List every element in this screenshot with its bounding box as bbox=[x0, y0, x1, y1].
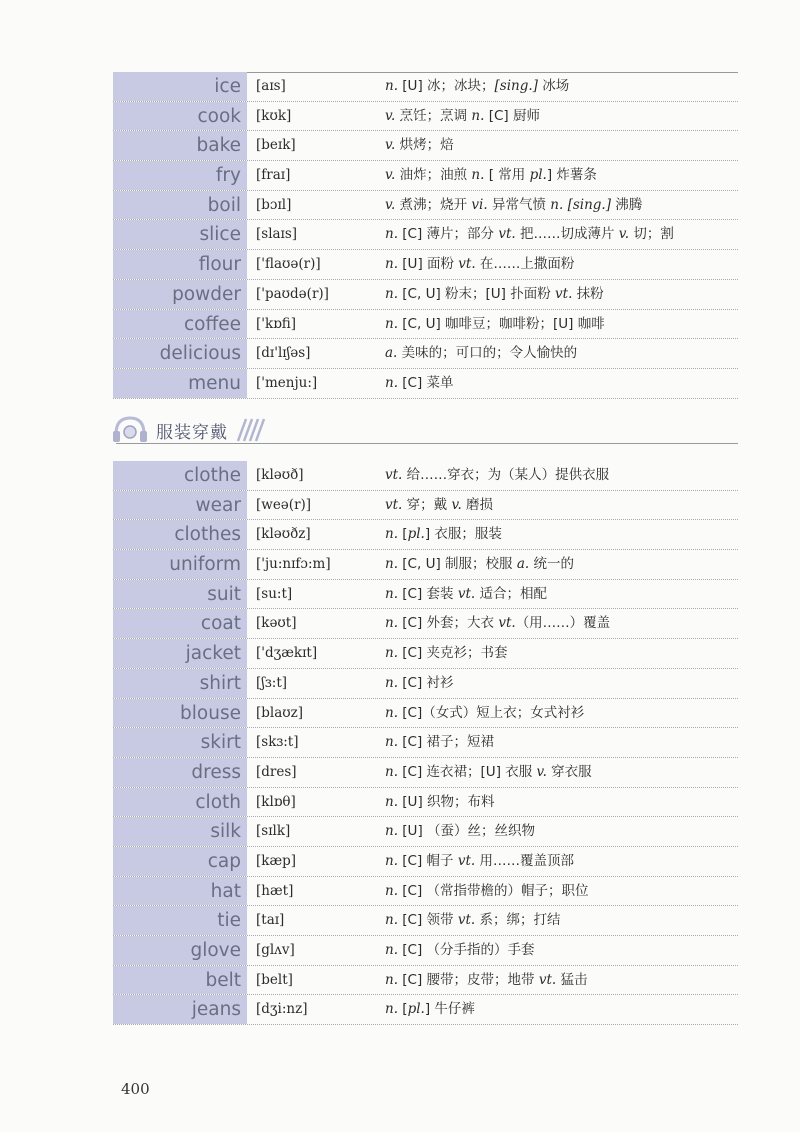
phonetic: [klɒθ] bbox=[256, 793, 296, 810]
part-of-speech: n. bbox=[385, 615, 398, 632]
definition bbox=[385, 339, 577, 368]
vocab-word: cook bbox=[113, 102, 247, 131]
vocab-word: clothe bbox=[113, 461, 247, 490]
part-of-speech: n. bbox=[385, 556, 398, 573]
definition-text: [C] 领带 bbox=[398, 912, 458, 929]
part-of-speech: n. bbox=[385, 585, 398, 602]
page-number: 400 bbox=[121, 1080, 150, 1098]
phonetic: [hæt] bbox=[256, 882, 294, 899]
phonetic: [blaʊz] bbox=[256, 704, 304, 721]
table-row bbox=[113, 250, 738, 280]
table-row bbox=[113, 220, 738, 250]
table-row bbox=[113, 758, 738, 788]
vocab-word: blouse bbox=[113, 699, 247, 728]
definition bbox=[385, 699, 584, 728]
vocab-word: coffee bbox=[113, 310, 247, 339]
phonetic: [dʒi:nz] bbox=[256, 1001, 308, 1018]
definition bbox=[385, 580, 547, 609]
definition-text: 统一的 bbox=[529, 556, 574, 573]
part-of-speech: n. bbox=[385, 674, 398, 691]
vocab-word: uniform bbox=[113, 550, 247, 579]
definition bbox=[385, 877, 589, 906]
definition bbox=[385, 491, 493, 520]
phonetic: [kləʊð] bbox=[256, 467, 304, 483]
definition-text: （用……）覆盖 bbox=[515, 615, 611, 632]
definition bbox=[385, 72, 569, 101]
vocab-word: powder bbox=[113, 280, 247, 309]
phonetic: [beɪk] bbox=[256, 137, 296, 154]
part-of-speech: n. bbox=[385, 226, 398, 243]
table-row bbox=[113, 995, 738, 1025]
phonetic: [weə(r)] bbox=[256, 496, 312, 513]
part-of-speech: v. bbox=[451, 496, 462, 513]
phonetic: ['flaʊə(r)] bbox=[256, 256, 321, 273]
table-row bbox=[113, 817, 738, 847]
definition-text: [C]（女式）短上衣；女式衬衫 bbox=[398, 704, 585, 721]
definition-text: 煮沸；烧开 bbox=[395, 196, 472, 213]
definition-text: [C] 套装 bbox=[398, 585, 458, 602]
part-of-speech: v. bbox=[618, 226, 630, 243]
definition bbox=[385, 369, 454, 398]
table-row bbox=[113, 847, 738, 877]
definition bbox=[385, 310, 605, 339]
vocab-word: belt bbox=[113, 966, 247, 995]
table-row bbox=[113, 102, 738, 132]
phonetic: [aɪs] bbox=[256, 78, 286, 94]
definition-text: ] 炸薯条 bbox=[546, 167, 597, 184]
part-of-speech: pl. bbox=[529, 167, 547, 184]
part-of-speech: v. bbox=[536, 763, 547, 780]
part-of-speech: vt. bbox=[498, 226, 516, 243]
definition-text: [C] 衬衫 bbox=[398, 674, 454, 691]
phonetic: ['dʒækɪt] bbox=[256, 645, 318, 662]
vocab-word: hat bbox=[113, 877, 247, 906]
phonetic: [ʃɜ:t] bbox=[256, 674, 288, 691]
table-row bbox=[113, 788, 738, 818]
vocab-word: flour bbox=[113, 250, 247, 279]
vocab-word: shirt bbox=[113, 669, 247, 698]
vocab-word: dress bbox=[113, 758, 247, 787]
part-of-speech: n. bbox=[385, 704, 398, 721]
part-of-speech: n. bbox=[385, 882, 398, 899]
vocab-word: menu bbox=[113, 369, 247, 398]
definition-text: [U] （蚕）丝；丝织物 bbox=[398, 823, 535, 840]
definition bbox=[385, 966, 587, 995]
definition bbox=[385, 995, 475, 1024]
part-of-speech: n. bbox=[471, 107, 485, 124]
definition bbox=[385, 788, 495, 817]
vocab-word: jeans bbox=[113, 995, 247, 1024]
definition-text: 沸腾 bbox=[610, 196, 643, 213]
definition-text: [C] （常指带檐的）帽子；职位 bbox=[398, 882, 589, 899]
definition-text: 给……穿衣；为（某人）提供衣服 bbox=[402, 467, 610, 483]
definition bbox=[385, 609, 610, 638]
part-of-speech: vt. bbox=[457, 912, 476, 929]
definition-text: [ bbox=[398, 526, 408, 543]
definition-text: [U] 织物；布料 bbox=[398, 793, 495, 810]
definition-text: 油炸；油煎 bbox=[395, 167, 472, 184]
definition bbox=[385, 847, 574, 876]
table-row bbox=[113, 161, 738, 191]
table-row bbox=[113, 669, 738, 699]
phonetic: [sɪlk] bbox=[256, 823, 291, 840]
table-row bbox=[113, 966, 738, 996]
vocab-word: bake bbox=[113, 131, 247, 160]
definition-text: 磨损 bbox=[461, 496, 494, 513]
table-row bbox=[113, 609, 738, 639]
vocab-word: clothes bbox=[113, 520, 247, 549]
phonetic: [su:t] bbox=[256, 585, 293, 602]
definition-text: 烹饪；烹调 bbox=[395, 107, 472, 124]
table-row bbox=[113, 72, 738, 102]
part-of-speech: a. bbox=[516, 556, 530, 573]
part-of-speech: n. bbox=[385, 526, 398, 543]
definition-text: 烘烤；焙 bbox=[395, 137, 454, 154]
part-of-speech: n. bbox=[385, 734, 398, 751]
part-of-speech: vt. bbox=[385, 496, 403, 513]
table-row bbox=[113, 936, 738, 966]
part-of-speech: vt. bbox=[498, 615, 516, 632]
part-of-speech: v. bbox=[385, 196, 396, 213]
part-of-speech: n. bbox=[385, 971, 398, 988]
definition-text: 适合；相配 bbox=[475, 585, 547, 602]
definition bbox=[385, 131, 454, 160]
definition bbox=[385, 461, 609, 490]
table-row bbox=[113, 461, 738, 491]
table-row bbox=[113, 877, 738, 907]
part-of-speech: vt. bbox=[458, 256, 476, 273]
vocab-word: wear bbox=[113, 491, 247, 520]
definition bbox=[385, 520, 502, 549]
definition bbox=[385, 191, 642, 220]
table-row bbox=[113, 339, 738, 369]
part-of-speech: pl. bbox=[407, 1001, 425, 1018]
definition bbox=[385, 220, 674, 249]
phonetic: ['kɒfi] bbox=[256, 315, 297, 332]
definition-text: 穿衣服 bbox=[546, 763, 592, 780]
part-of-speech: n. bbox=[385, 315, 398, 332]
phonetic: [bɔɪl] bbox=[256, 196, 292, 213]
definition bbox=[385, 639, 508, 668]
part-of-speech: n. bbox=[550, 196, 564, 213]
definition bbox=[385, 817, 535, 846]
definition-text: [C, U] 制服；校服 bbox=[398, 556, 517, 573]
definition-text: [C] 夹克衫；书套 bbox=[398, 645, 508, 662]
part-of-speech: vt. bbox=[457, 585, 476, 602]
vocab-word: cap bbox=[113, 847, 247, 876]
section-rule bbox=[116, 443, 738, 444]
phonetic: [skɜ:t] bbox=[256, 734, 299, 751]
vocab-word: suit bbox=[113, 580, 247, 609]
part-of-speech: v. bbox=[385, 107, 396, 124]
definition bbox=[385, 728, 494, 757]
table-row bbox=[113, 369, 738, 399]
definition bbox=[385, 669, 454, 698]
part-of-speech: n. bbox=[385, 793, 398, 810]
vocab-word: cloth bbox=[113, 788, 247, 817]
vocab-word: glove bbox=[113, 936, 247, 965]
table-row bbox=[113, 580, 738, 610]
definition-text: [C] 裙子；短裙 bbox=[398, 734, 495, 751]
part-of-speech: vt. bbox=[385, 467, 403, 483]
phonetic: [glʌv] bbox=[256, 942, 295, 958]
phonetic: [dres] bbox=[256, 763, 297, 780]
definition-text: 把……切成薄片 bbox=[515, 226, 619, 243]
stripes-decoration-icon bbox=[236, 417, 266, 443]
definition-text: 异常气愤 bbox=[487, 196, 551, 213]
definition-text: 美味的；可口的；令人愉快的 bbox=[397, 345, 578, 362]
definition-text: [ 常用 bbox=[484, 167, 530, 184]
part-of-speech: vi. bbox=[471, 196, 488, 213]
definition-text: [U] 冰；冰块； bbox=[398, 78, 495, 94]
definition-text: [C] 薄片；部分 bbox=[398, 226, 499, 243]
phonetic: [dɪ'lɪʃəs] bbox=[256, 345, 311, 362]
phonetic: [kʊk] bbox=[256, 107, 292, 124]
definition-text: [C, U] 粉末；[U] 扑面粉 bbox=[398, 285, 556, 302]
definition-text: [C] 连衣裙；[U] 衣服 bbox=[398, 763, 537, 780]
definition-text: [C] 厨师 bbox=[484, 107, 540, 124]
vocab-word: delicious bbox=[113, 339, 247, 368]
vocab-table-clothing bbox=[113, 461, 738, 1025]
phonetic: [slaɪs] bbox=[256, 226, 298, 243]
definition-text: 切；割 bbox=[629, 226, 674, 243]
definition bbox=[385, 250, 574, 279]
phonetic: ['menju:] bbox=[256, 374, 318, 391]
vocab-word: coat bbox=[113, 609, 247, 638]
vocab-table-food bbox=[113, 72, 738, 399]
table-row bbox=[113, 491, 738, 521]
table-row bbox=[113, 131, 738, 161]
table-row bbox=[113, 520, 738, 550]
definition bbox=[385, 550, 574, 579]
definition-text: [C] 腰带；皮带；地带 bbox=[398, 971, 539, 988]
part-of-speech: n. bbox=[385, 374, 398, 391]
part-of-speech: vt. bbox=[538, 971, 557, 988]
phonetic: [taɪ] bbox=[256, 912, 285, 929]
part-of-speech: a. bbox=[385, 345, 398, 362]
definition-text: [C] 帽子 bbox=[398, 852, 458, 869]
definition-text: [C, U] 咖啡豆；咖啡粉；[U] 咖啡 bbox=[398, 315, 605, 332]
part-of-speech: n. bbox=[471, 167, 485, 184]
part-of-speech: n. bbox=[385, 912, 398, 929]
part-of-speech: n. bbox=[385, 78, 398, 94]
phonetic: ['paʊdə(r)] bbox=[256, 285, 329, 302]
vocab-word: silk bbox=[113, 817, 247, 846]
section-title: 服装穿戴 bbox=[156, 423, 228, 443]
phonetic: [kəʊt] bbox=[256, 615, 297, 632]
part-of-speech: n. bbox=[385, 763, 398, 780]
definition-text: [U] 面粉 bbox=[398, 256, 459, 273]
vocab-word: skirt bbox=[113, 728, 247, 757]
vocab-word: slice bbox=[113, 220, 247, 249]
definition-text: 猛击 bbox=[556, 971, 588, 988]
definition-text: [C] 外套；大衣 bbox=[398, 615, 499, 632]
part-of-speech: n. bbox=[385, 1001, 398, 1018]
definition-text: ] 衣服；服装 bbox=[424, 526, 502, 543]
part-of-speech: v. bbox=[385, 167, 396, 184]
definition bbox=[385, 906, 560, 935]
phonetic: ['ju:nɪfɔ:m] bbox=[256, 556, 331, 573]
vocab-word: fry bbox=[113, 161, 247, 190]
phonetic: [kləʊðz] bbox=[256, 526, 311, 543]
definition-text: 系；绑；打结 bbox=[475, 912, 561, 929]
definition bbox=[385, 936, 535, 965]
part-of-speech: n. bbox=[385, 942, 398, 958]
table-row bbox=[113, 699, 738, 729]
part-of-speech: v. bbox=[385, 137, 396, 154]
vocab-word: jacket bbox=[113, 639, 247, 668]
definition-text: 冰场 bbox=[537, 78, 570, 94]
definition-text: 抹粉 bbox=[572, 285, 604, 302]
table-row bbox=[113, 728, 738, 758]
part-of-speech: [sing.] bbox=[567, 196, 611, 213]
part-of-speech: n. bbox=[385, 852, 398, 869]
part-of-speech: pl. bbox=[407, 526, 425, 543]
table-row bbox=[113, 906, 738, 936]
definition bbox=[385, 102, 540, 131]
definition-text: 穿；戴 bbox=[402, 496, 452, 513]
vocab-word: ice bbox=[113, 72, 247, 101]
definition-text: [C] （分手指的）手套 bbox=[398, 942, 535, 958]
part-of-speech: [sing.] bbox=[494, 78, 538, 94]
definition bbox=[385, 758, 592, 787]
vocab-word: boil bbox=[113, 191, 247, 220]
vocab-word: tie bbox=[113, 906, 247, 935]
definition bbox=[385, 280, 604, 309]
part-of-speech: n. bbox=[385, 285, 398, 302]
definition-text: [ bbox=[398, 1001, 408, 1018]
section-header-clothing bbox=[108, 412, 738, 446]
phonetic: [belt] bbox=[256, 971, 293, 988]
table-row bbox=[113, 191, 738, 221]
definition-text: 用……覆盖顶部 bbox=[475, 852, 574, 869]
table-row bbox=[113, 310, 738, 340]
definition-text: ] 牛仔裤 bbox=[424, 1001, 475, 1018]
definition-text: [C] 菜单 bbox=[398, 374, 454, 391]
part-of-speech: n. bbox=[385, 256, 398, 273]
part-of-speech: n. bbox=[385, 645, 398, 662]
table-row bbox=[113, 550, 738, 580]
definition bbox=[385, 161, 597, 190]
part-of-speech: n. bbox=[385, 823, 398, 840]
table-row bbox=[113, 639, 738, 669]
part-of-speech: vt. bbox=[457, 852, 476, 869]
table-row bbox=[113, 280, 738, 310]
phonetic: [fraɪ] bbox=[256, 167, 291, 184]
phonetic: [kæp] bbox=[256, 852, 297, 869]
part-of-speech: vt. bbox=[555, 285, 573, 302]
headphone-icon bbox=[108, 412, 156, 446]
definition-text: 在……上撒面粉 bbox=[475, 256, 575, 273]
